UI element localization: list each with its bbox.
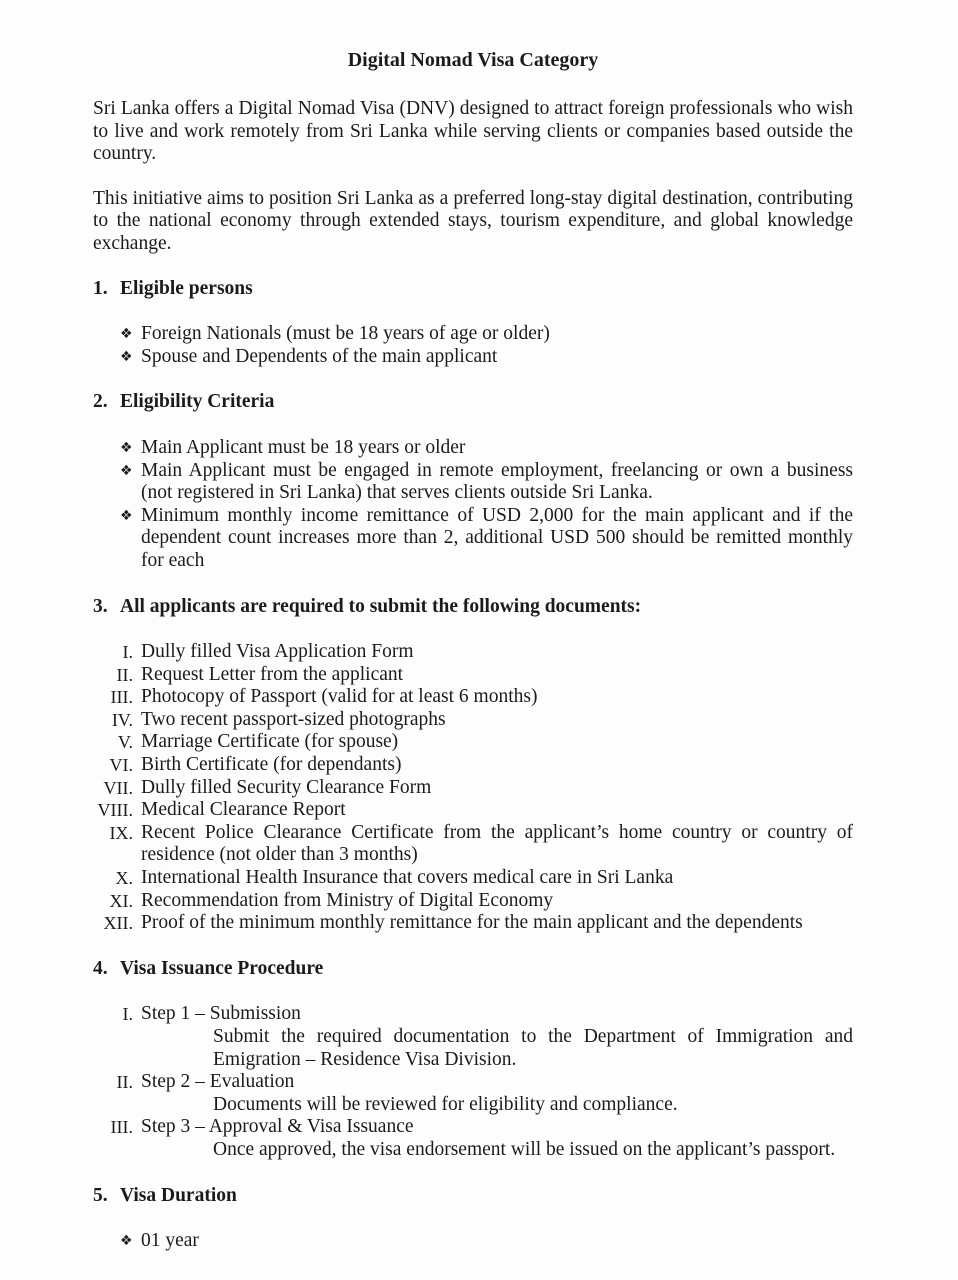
section-heading-text: All applicants are required to submit the following documents:: [120, 595, 642, 617]
roman-numeral: I.: [122, 642, 133, 663]
section-number: 4.: [93, 957, 108, 979]
list-item: [93, 641, 853, 664]
diamond-bullet-icon: ❖: [120, 462, 133, 479]
section-heading-text: Visa Duration: [120, 1184, 237, 1206]
list-item: [93, 799, 853, 822]
diamond-bullet-icon: ❖: [120, 1233, 133, 1250]
bullet-text: Main Applicant must be engaged in remote employment, freelancing or own a business (not registered in Sri Lanka) that serves clients outside Sri Lanka.: [141, 459, 853, 504]
document-list: [93, 641, 853, 935]
list-item: [93, 731, 853, 754]
roman-numeral: VI.: [109, 755, 133, 776]
list-item-text: Request Letter from the applicant: [141, 663, 404, 685]
roman-numeral: III.: [110, 1117, 133, 1138]
list-item: [93, 686, 853, 709]
bullet-list: [93, 1230, 853, 1253]
diamond-bullet-icon: ❖: [120, 439, 133, 456]
section-heading-text: Visa Issuance Procedure: [120, 957, 324, 979]
list-item: [93, 890, 853, 913]
roman-numeral: IV.: [111, 709, 133, 730]
list-item: [93, 754, 853, 777]
diamond-bullet-icon: ❖: [120, 348, 133, 365]
list-item-text: International Health Insurance that covers medical care in Sri Lanka: [141, 867, 674, 889]
roman-numeral: XI.: [109, 890, 133, 911]
list-item: [93, 822, 853, 867]
list-item: [93, 912, 853, 935]
intro-paragraph: Sri Lanka offers a Digital Nomad Visa (DNV) designed to attract foreign professionals who wish to live and work remotely from Sri Lanka while serving clients or companies based outside the country.: [93, 98, 853, 165]
list-item-text: Proof of the minimum monthly remittance for the main applicant and the dependents: [141, 912, 803, 934]
roman-numeral: VIII.: [97, 800, 133, 821]
roman-numeral: IX.: [109, 822, 133, 843]
list-item-text: Medical Clearance Report: [141, 799, 346, 821]
step-title: Step 3 – Approval & Visa Issuance: [141, 1116, 414, 1138]
bullet-text: Foreign Nationals (must be 18 years of age or older): [141, 323, 550, 345]
step-item: [93, 1071, 853, 1094]
bullet-text: Minimum monthly income remittance of USD 2,000 for the main applicant and if the dependent count increases more than 2, additional USD 500 should be remitted monthly for each: [141, 504, 853, 571]
bullet-item: [93, 323, 853, 346]
section-heading: [93, 1185, 853, 1208]
roman-numeral: V.: [117, 732, 133, 753]
step-title: Step 2 – Evaluation: [141, 1071, 295, 1093]
bullet-text: Spouse and Dependents of the main applicant: [141, 345, 498, 367]
bullet-item: [93, 1230, 853, 1253]
bullet-list: [93, 437, 853, 573]
section-number: 5.: [93, 1184, 108, 1206]
step-title: Step 1 – Submission: [141, 1003, 301, 1025]
list-item-text: Recommendation from Ministry of Digital Economy: [141, 889, 554, 911]
roman-numeral: II.: [116, 664, 133, 685]
bullet-text: Main Applicant must be 18 years or older: [141, 436, 466, 458]
step-detail: Once approved, the visa endorsement will be issued on the applicant’s passport.: [213, 1138, 836, 1160]
section-number: 3.: [93, 595, 108, 617]
document-title: Digital Nomad Visa Category: [347, 49, 599, 71]
section-heading-text: Eligible persons: [120, 277, 253, 299]
section-heading: [93, 596, 853, 619]
bullet-item: [93, 437, 853, 460]
bullet-text: 01 year: [141, 1230, 199, 1252]
diamond-bullet-icon: ❖: [120, 507, 133, 524]
bullet-list: [93, 323, 853, 368]
roman-numeral: III.: [110, 687, 133, 708]
section-heading: [93, 958, 853, 981]
section-number: 1.: [93, 277, 108, 299]
list-item-text: Recent Police Clearance Certificate from the applicant’s home country or country of residence (not older than 3 months): [141, 821, 853, 866]
section-heading-text: Eligibility Criteria: [120, 391, 275, 413]
section-heading: [93, 278, 853, 301]
bullet-item: [93, 460, 853, 505]
step-detail: Documents will be reviewed for eligibility and compliance.: [213, 1093, 678, 1115]
list-item-text: Dully filled Visa Application Form: [141, 641, 414, 663]
list-item-text: Dully filled Security Clearance Form: [141, 776, 432, 798]
diamond-bullet-icon: ❖: [120, 326, 133, 343]
list-item-text: Marriage Certificate (for spouse): [141, 731, 399, 753]
bullet-item: [93, 505, 853, 573]
bullet-item: [93, 346, 853, 369]
section-heading: [93, 391, 853, 414]
procedure-list: [93, 1003, 853, 1161]
step-item: [93, 1116, 853, 1139]
list-item: [93, 664, 853, 687]
section-number: 2.: [93, 391, 108, 413]
roman-numeral: VII.: [103, 777, 133, 798]
roman-numeral: I.: [122, 1004, 133, 1025]
list-item: [93, 777, 853, 800]
list-item-text: Birth Certificate (for dependants): [141, 754, 402, 776]
intro-paragraph: This initiative aims to position Sri Lanka as a preferred long-stay digital destination, contributing to the national economy through extended stays, tourism expenditure, and global knowledge exchange.: [93, 187, 853, 254]
roman-numeral: II.: [116, 1072, 133, 1093]
step-item: [93, 1003, 853, 1026]
list-item-text: Two recent passport-sized photographs: [141, 708, 446, 730]
roman-numeral: X.: [115, 868, 133, 889]
list-item: [93, 709, 853, 732]
step-detail: Submit the required documentation to the Department of Immigration and Emigration – Residence Visa Division.: [213, 1026, 853, 1070]
list-item-text: Photocopy of Passport (valid for at least 6 months): [141, 686, 538, 708]
roman-numeral: XII.: [103, 913, 133, 934]
list-item: [93, 867, 853, 890]
